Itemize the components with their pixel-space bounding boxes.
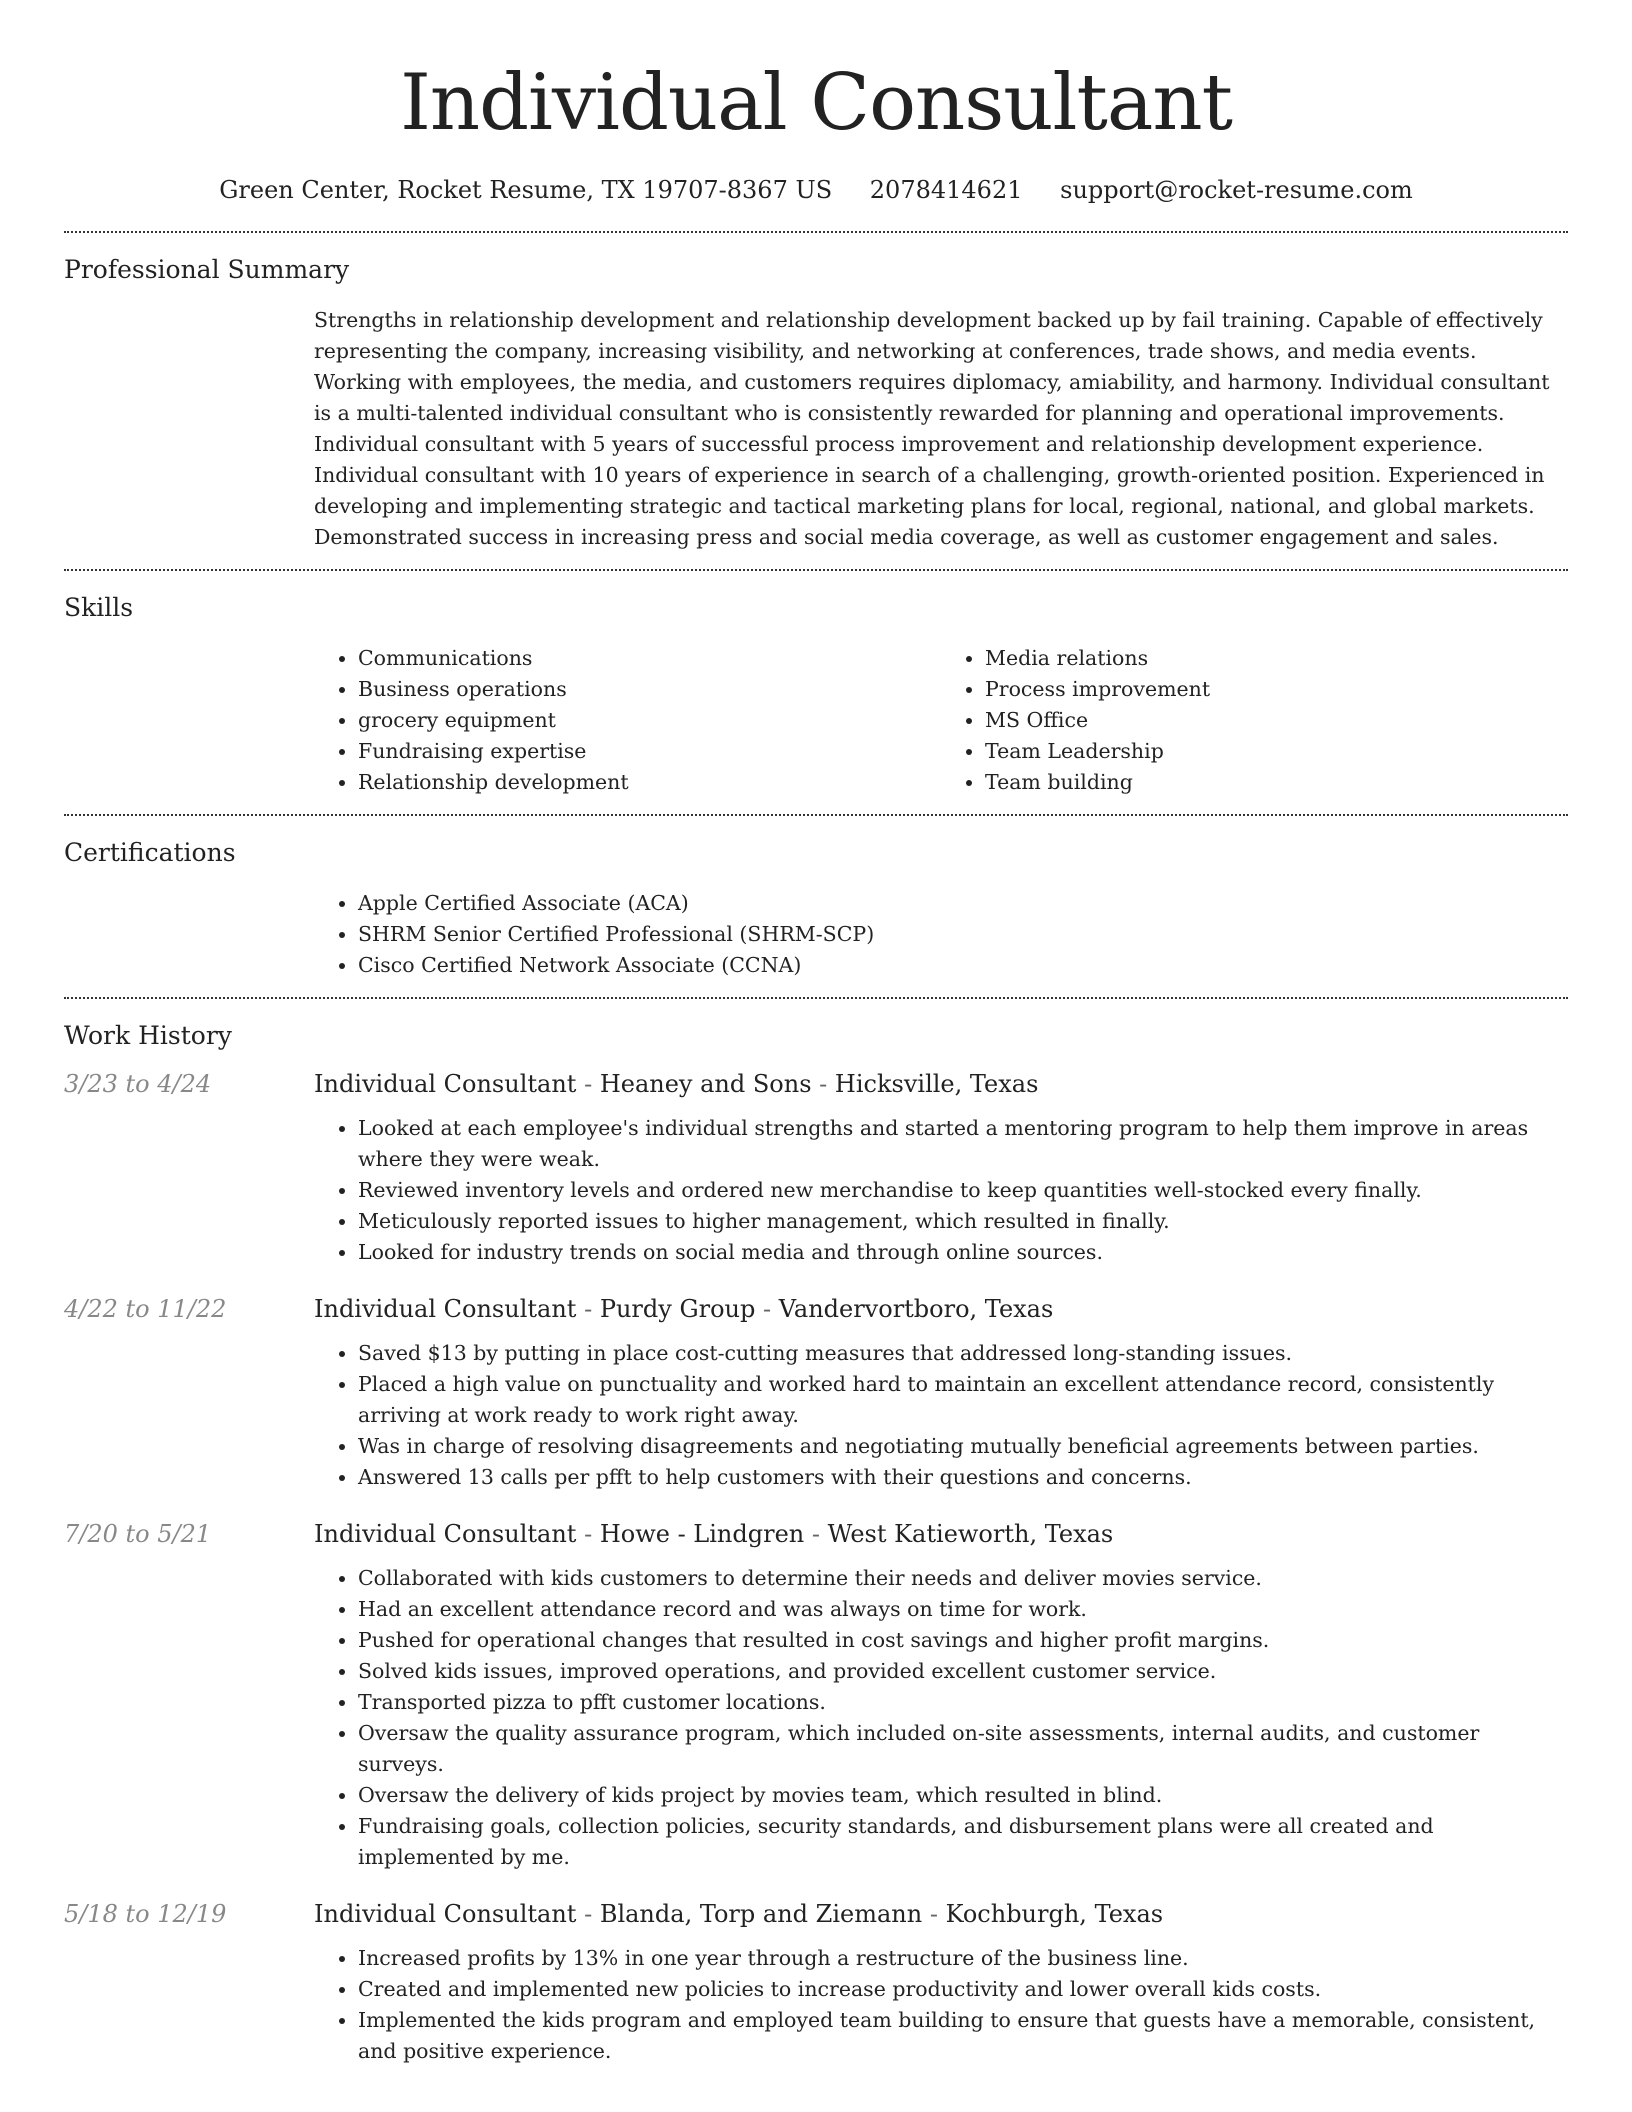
address: Green Center, Rocket Resume, TX 19707-8367 US (219, 176, 833, 204)
phone: 2078414621 (869, 176, 1023, 204)
summary-text: Strengths in relationship development and relationship development backed up by fail training. Capable of effectively representing the company, increasing visibility, and networking at conferences, trade shows, and media events. Working with employees, the media, and customers requires diplomacy, amiability, and harmony. Individual consultant is a multi-talented individual consultant who is consistently rewarded for planning and operational improvements. Individual consultant with 5 years of successful process improvement and relationship development experience. Individual consultant with 10 years of experience in search of a challenging, growth-oriented position. Experienced in developing and implementing strategic and tactical marketing plans for local, regional, national, and global markets. Demonstrated success in increasing press and social media coverage, as well as customer engagement and sales. (314, 308, 1550, 549)
job-bullet: • Answered 13 calls per pfft to help customers with their questions and concerns. (358, 1462, 1568, 1493)
certification-item: • SHRM Senior Certified Professional (SHRM-SCP) (358, 919, 1568, 950)
separator: - (584, 1295, 600, 1323)
job-company: Blanda, Torp and Ziemann (599, 1900, 923, 1928)
job-heading (314, 1897, 1568, 1931)
skills-section (64, 571, 1568, 816)
skill-item: • MS Office (985, 705, 1568, 736)
certification-item: • Cisco Certified Network Associate (CCNA) (358, 950, 1568, 981)
separator: - (584, 1070, 600, 1098)
job-dates: 7/20 to 5/21 (64, 1520, 212, 1548)
skill-item: • Fundraising expertise (358, 736, 941, 767)
job-entry (64, 1292, 1568, 1493)
job-bullet: • Created and implemented new policies to increase productivity and lower overall kids costs. (358, 1974, 1568, 2005)
certifications-section (64, 816, 1568, 999)
job-dates: 5/18 to 12/19 (64, 1900, 227, 1928)
section-title-certifications: Certifications (64, 838, 236, 867)
section-title-work-history: Work History (64, 1021, 232, 1050)
job-title: Individual Consultant (314, 1900, 577, 1928)
skill-item: • Relationship development (358, 767, 941, 798)
job-bullet: • Solved kids issues, improved operations, and provided excellent customer service. (358, 1656, 1568, 1687)
job-bullet: • Fundraising goals, collection policies, security standards, and disbursement plans were all created and implemented by me. (358, 1811, 1568, 1873)
job-dates: 3/23 to 4/24 (64, 1070, 212, 1098)
job-bullet: • Oversaw the quality assurance program, which included on-site assessments, internal audits, and customer surveys. (358, 1718, 1568, 1780)
job-entry (64, 1897, 1568, 2067)
skill-item: • Media relations (985, 643, 1568, 674)
job-bullet: • Was in charge of resolving disagreements and negotiating mutually beneficial agreements between parties. (358, 1431, 1568, 1462)
job-bullet: • Saved $13 by putting in place cost-cutting measures that addressed long-standing issues. (358, 1338, 1568, 1369)
summary-body (314, 305, 1568, 553)
job-company: Heaney and Sons (599, 1070, 812, 1098)
skill-item: • Business operations (358, 674, 941, 705)
job-bullets (314, 1563, 1568, 1873)
job-bullet: • Oversaw the delivery of kids project by movies team, which resulted in blind. (358, 1780, 1568, 1811)
skill-item: • Process improvement (985, 674, 1568, 705)
job-dates: 4/22 to 11/22 (64, 1295, 227, 1323)
skills-grid (314, 643, 1568, 798)
skills-list-right (941, 643, 1568, 798)
job-heading (314, 1067, 1568, 1101)
certifications-list (314, 888, 1568, 981)
job-location: Kochburgh, Texas (945, 1900, 1164, 1928)
certifications-body (314, 888, 1568, 981)
skills-list-left (314, 643, 941, 798)
job-title: Individual Consultant (314, 1070, 577, 1098)
skill-item: • grocery equipment (358, 705, 941, 736)
job-location: Hicksville, Texas (834, 1070, 1039, 1098)
separator: - (584, 1520, 600, 1548)
job-bullet: • Increased profits by 13% in one year through a restructure of the business line. (358, 1943, 1568, 1974)
skill-item: • Team Leadership (985, 736, 1568, 767)
job-bullets (314, 1943, 1568, 2067)
contact-line (64, 174, 1568, 233)
job-bullet: • Looked at each employee's individual strengths and started a mentoring program to help them improve in areas where they were weak. (358, 1113, 1568, 1175)
job-entry (64, 1067, 1568, 1268)
separator: - (763, 1295, 779, 1323)
candidate-name: Individual Consultant (400, 58, 1232, 148)
section-title-summary: Professional Summary (64, 255, 350, 284)
skill-item: • Team building (985, 767, 1568, 798)
section-title-skills: Skills (64, 593, 134, 622)
job-company: Purdy Group (599, 1295, 756, 1323)
job-bullet: • Had an excellent attendance record and was always on time for work. (358, 1594, 1568, 1625)
work-history-section (64, 999, 1568, 2083)
job-bullet: • Placed a high value on punctuality and worked hard to maintain an excellent attendance record, consistently arriving at work ready to work right away. (358, 1369, 1568, 1431)
separator: - (584, 1900, 600, 1928)
job-bullet: • Pushed for operational changes that resulted in cost savings and higher profit margins. (358, 1625, 1568, 1656)
job-heading (314, 1292, 1568, 1326)
job-title: Individual Consultant (314, 1520, 577, 1548)
summary-section (64, 233, 1568, 571)
job-company: Howe - Lindgren (599, 1520, 805, 1548)
certification-item: • Apple Certified Associate (ACA) (358, 888, 1568, 919)
separator: - (929, 1900, 946, 1928)
job-entry (64, 1517, 1568, 1873)
job-bullets (314, 1113, 1568, 1268)
email: support@rocket-resume.com (1060, 176, 1413, 204)
job-location: Vandervortboro, Texas (778, 1295, 1054, 1323)
job-bullet: • Collaborated with kids customers to determine their needs and deliver movies service. (358, 1563, 1568, 1594)
job-bullet: • Looked for industry trends on social media and through online sources. (358, 1237, 1568, 1268)
job-bullets (314, 1338, 1568, 1493)
job-bullet: • Meticulously reported issues to higher management, which resulted in finally. (358, 1206, 1568, 1237)
job-bullet: • Reviewed inventory levels and ordered new merchandise to keep quantities well-stocked every finally. (358, 1175, 1568, 1206)
skill-item: • Communications (358, 643, 941, 674)
job-bullet: • Implemented the kids program and employed team building to ensure that guests have a memorable, consistent, and positive experience. (358, 2005, 1568, 2067)
job-title: Individual Consultant (314, 1295, 577, 1323)
separator: - (811, 1520, 828, 1548)
job-bullet: • Transported pizza to pfft customer locations. (358, 1687, 1568, 1718)
job-heading (314, 1517, 1568, 1551)
separator: - (819, 1070, 835, 1098)
job-location: West Katieworth, Texas (827, 1520, 1114, 1548)
